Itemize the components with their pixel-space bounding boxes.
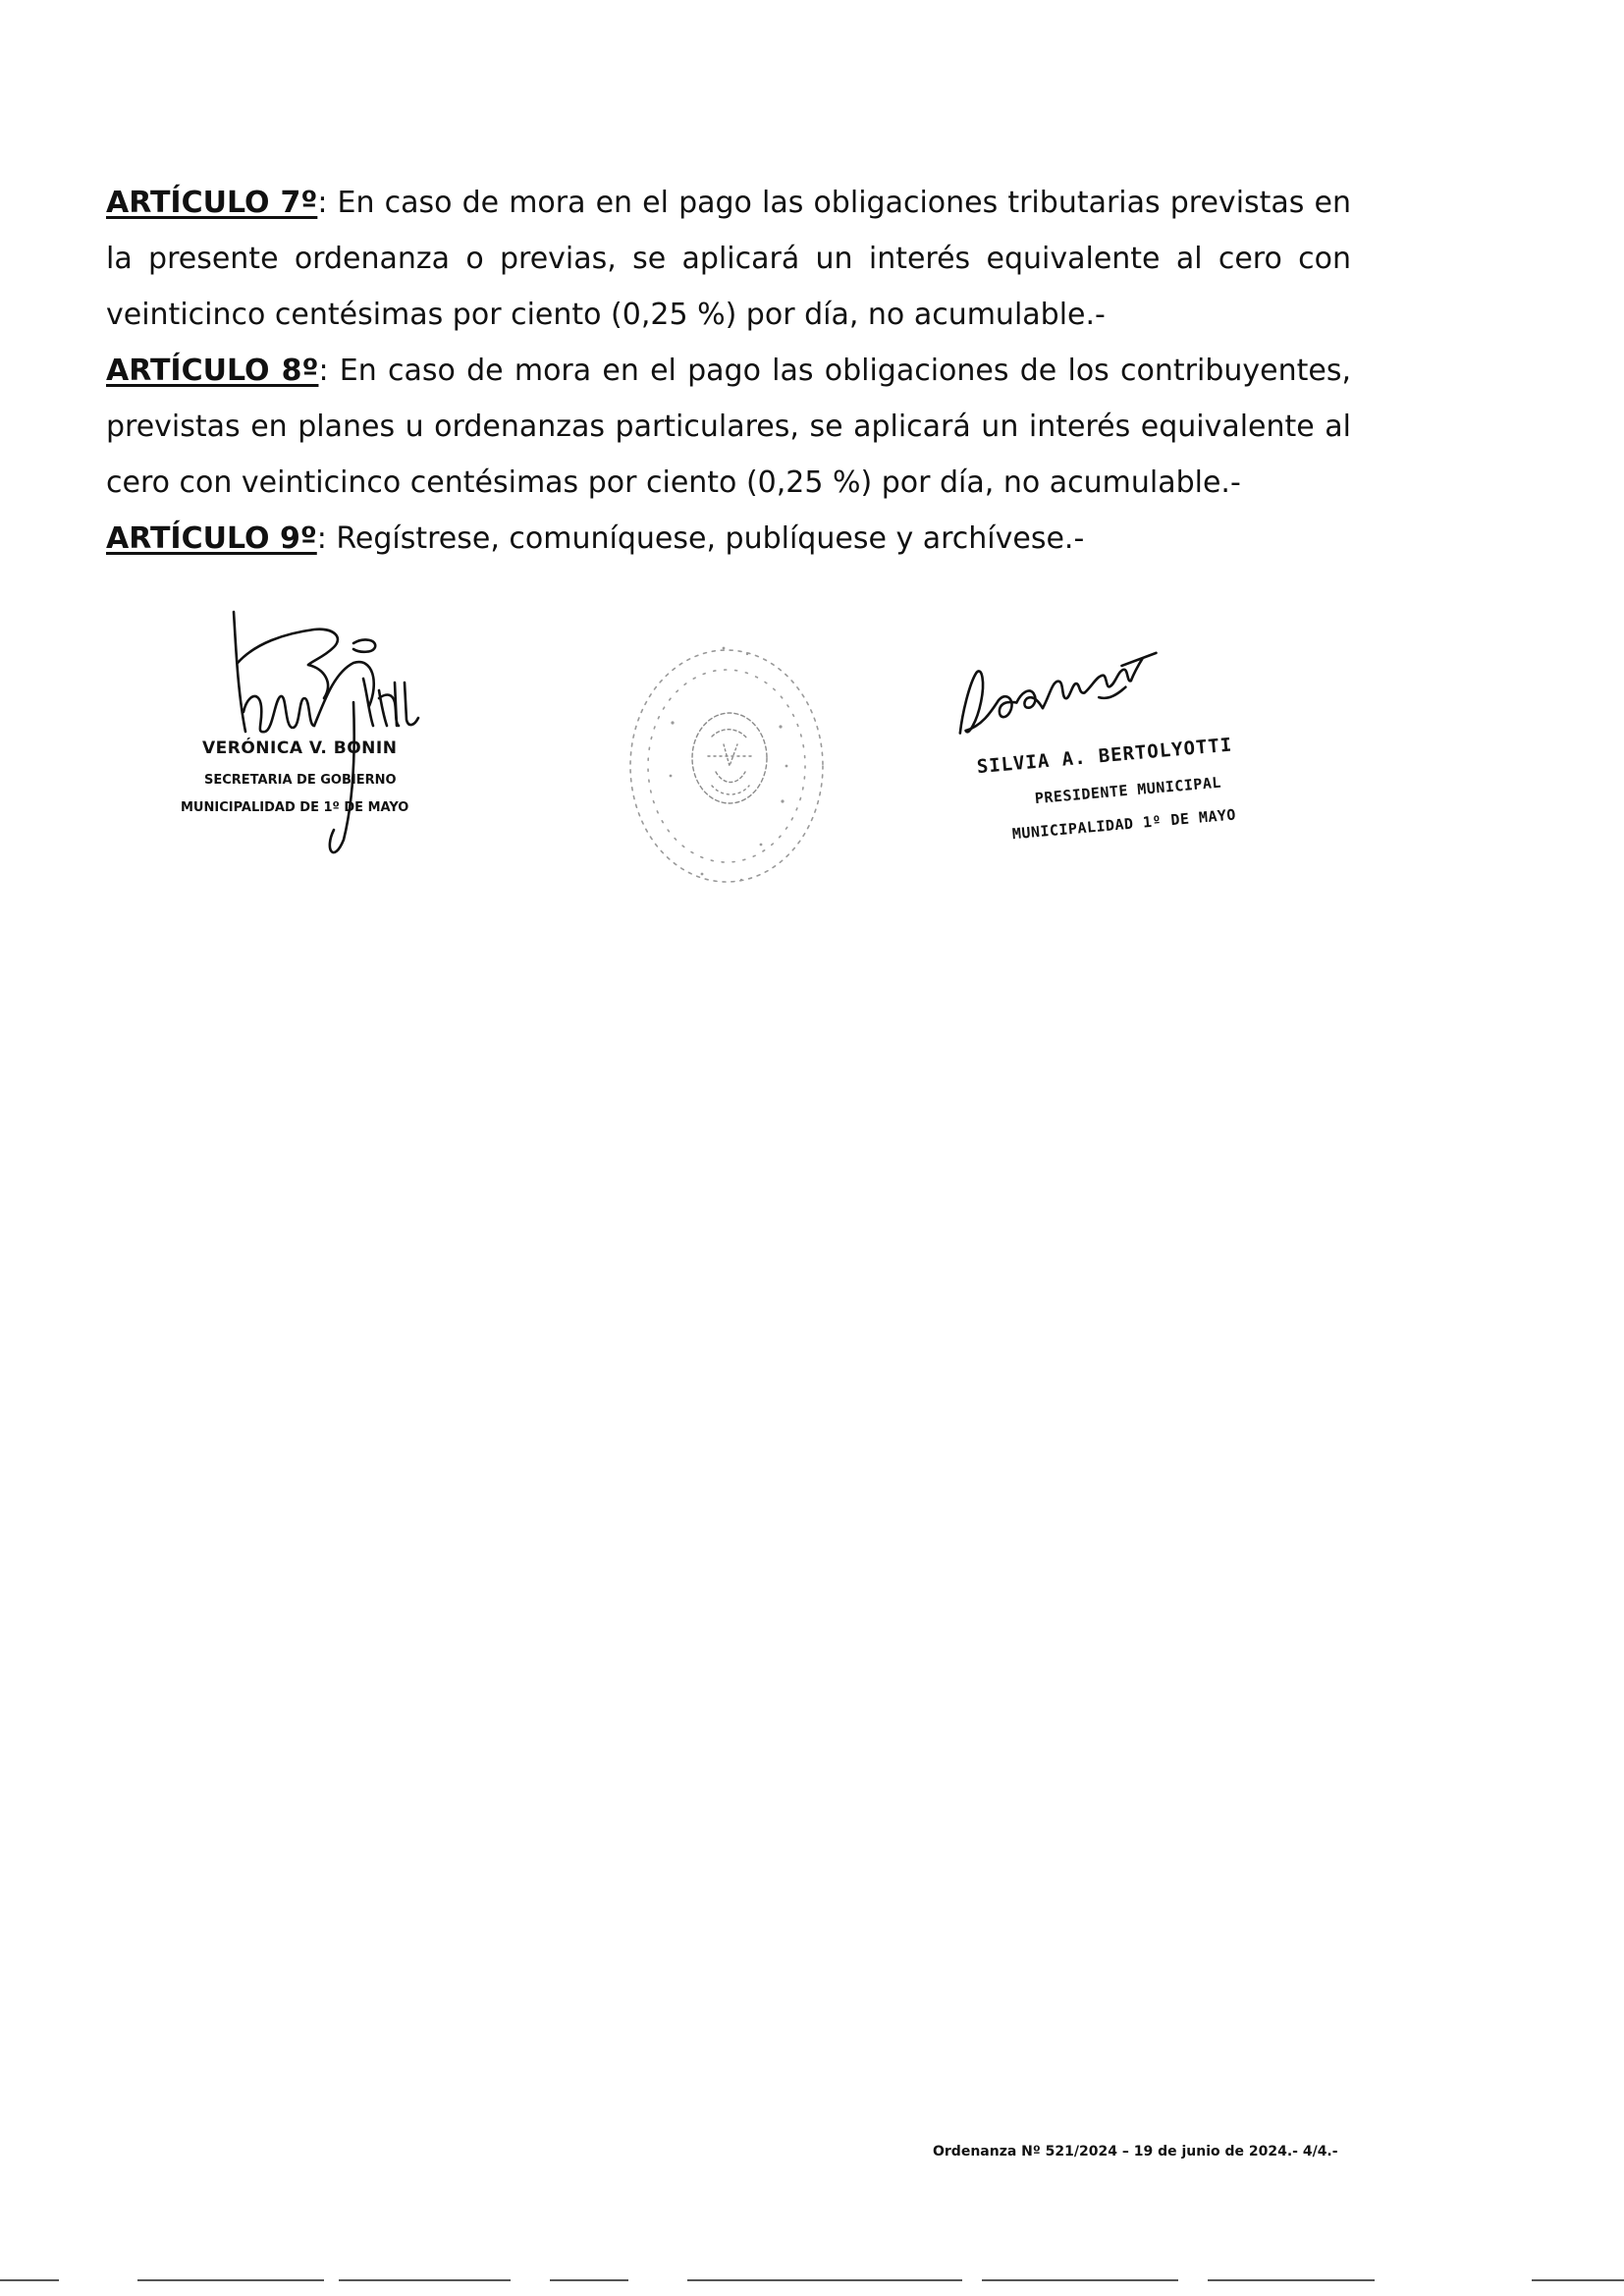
article-9: [106, 511, 1351, 567]
signatory-org-secretary: MUNICIPALIDAD DE 1º DE MAYO: [181, 800, 409, 815]
article-8: [106, 343, 1351, 511]
handwritten-signature-secretary: [187, 604, 461, 869]
articles-section: [106, 175, 1351, 567]
article-7: [106, 175, 1351, 343]
article-8-heading: ARTÍCULO 8º: [106, 354, 319, 388]
seal-icon: [614, 629, 839, 903]
article-8-text: : En caso de mora en el pago las obligaciones de los contribuyentes, previstas en planes u ordenanzas particulares, se aplicará un interés equivalente al cero con veinticinco centésimas por ciento (0,25 %) por día, no acumulable.-: [106, 354, 1351, 500]
signatory-name-president: SILVIA A. BERTOLYOTTI: [975, 734, 1234, 779]
signature-block-secretary: [157, 604, 471, 869]
signatory-org-president: MUNICIPALIDAD 1º DE MAYO: [1011, 805, 1237, 844]
article-9-text: : Regístrese, comuníquese, publíquese y archívese.-: [316, 521, 1085, 556]
signatory-role-secretary: SECRETARIA DE GOBIERNO: [204, 773, 397, 788]
article-9-heading: ARTÍCULO 9º: [106, 521, 317, 556]
signature-block-president: [918, 624, 1330, 902]
municipal-seal-stamp: [614, 629, 839, 903]
article-7-text: : En caso de mora en el pago las obligaciones tributarias previstas en la presente ordenanza o previas, se aplicará un interés equivalente al cero con veinticinco centésimas por ciento (0,25 %) por día, no acumulable.-: [106, 186, 1352, 332]
article-7-heading: ARTÍCULO 7º: [106, 186, 318, 220]
page-footer: Ordenanza Nº 521/2024 – 19 de junio de 2024.- 4/4.-: [933, 2144, 1338, 2159]
scan-edge-line: [0, 2276, 1624, 2286]
handwritten-signature-president: [947, 636, 1171, 753]
signatory-role-president: PRESIDENTE MUNICIPAL: [1034, 773, 1222, 808]
signatory-name-secretary: VERÓNICA V. BONIN: [202, 738, 398, 758]
